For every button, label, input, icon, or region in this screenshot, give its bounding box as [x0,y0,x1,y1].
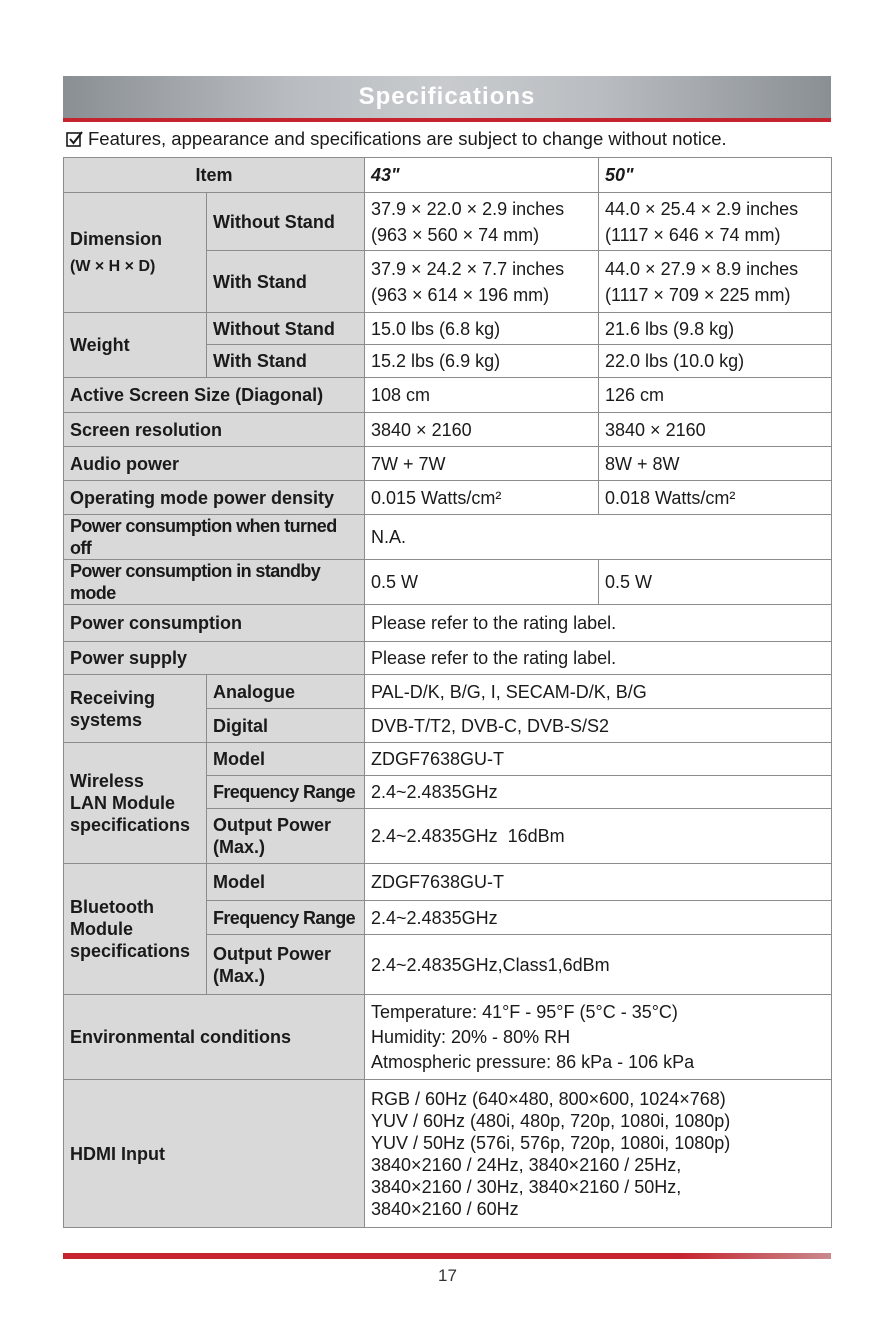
label-line: specifications [70,815,191,835]
digital-value: DVB-T/T2, DVB-C, DVB-S/S2 [365,709,832,743]
table-row [64,447,832,481]
table-row [64,560,832,605]
power-standby-label: Power consumption in standby mode [64,560,365,605]
bluetooth-model-label: Model [207,864,365,901]
dim-without-stand-label: Without Stand [207,193,365,251]
power-supply-label: Power supply [64,642,365,675]
environment-value [365,995,832,1080]
wireless-output-label [207,809,365,864]
notice-text: Features, appearance and specifications are subject to change without notice. [88,128,727,149]
table-row [64,605,832,642]
value-line: Atmospheric pressure: 86 kPa - 106 kPa [371,1052,695,1072]
hdmi-value [365,1080,832,1228]
power-density-label: Operating mode power density [64,481,365,515]
table-row [64,158,832,193]
weight-with-stand-43: 15.2 lbs (6.9 kg) [365,345,599,378]
value-line: Humidity: 20% - 80% RH [371,1027,571,1047]
label-line: Bluetooth [70,897,154,917]
value-line: 37.9 × 22.0 × 2.9 inches [371,198,565,219]
page-number: 17 [438,1266,457,1285]
power-standby-43: 0.5 W [365,560,599,605]
active-screen-50: 126 cm [599,378,832,413]
wireless-model-value: ZDGF7638GU-T [365,743,832,776]
power-supply-value: Please refer to the rating label. [365,642,832,675]
table-row [64,995,832,1080]
value-line: 3840×2160 / 24Hz, 3840×2160 / 25Hz, [371,1154,682,1175]
value-line: Temperature: 41°F - 95°F (5°C - 35°C) [371,1002,678,1022]
label-line: Output Power [213,815,331,835]
label-line: Wireless [70,771,144,791]
wireless-label [64,743,207,864]
page-title: Specifications [358,83,536,110]
label-line: (Max.) [213,837,266,857]
weight-without-stand-43: 15.0 lbs (6.8 kg) [365,313,599,345]
table-row [64,864,832,901]
title-banner [63,76,831,122]
table-row [64,481,832,515]
value-line: YUV / 50Hz (576i, 576p, 720p, 1080i, 1080p) [371,1132,731,1153]
table-row [64,515,832,560]
footer-bar [63,1253,831,1259]
receiving-label [64,675,207,743]
checkbox-icon [66,130,84,148]
active-screen-43: 108 cm [365,378,599,413]
power-standby-50: 0.5 W [599,560,832,605]
analogue-value: PAL-D/K, B/G, I, SECAM-D/K, B/G [365,675,832,709]
table-row [64,642,832,675]
audio-43: 7W + 7W [365,447,599,481]
header-item: Item [64,158,365,193]
label-line: Module [70,919,133,939]
table-row [64,193,832,251]
weight-without-stand-label: Without Stand [207,313,365,345]
resolution-50: 3840 × 2160 [599,413,832,447]
label-line: systems [70,709,143,730]
power-off-label: Power consumption when turned off [64,515,365,560]
value-line: 37.9 × 24.2 × 7.7 inches [371,258,565,279]
weight-with-stand-label: With Stand [207,345,365,378]
hdmi-label: HDMI Input [64,1080,365,1228]
power-density-50: 0.018 Watts/cm² [599,481,832,515]
environment-label: Environmental conditions [64,995,365,1080]
label-line: Receiving [70,687,156,708]
value-line: YUV / 60Hz (480i, 480p, 720p, 1080i, 1080p) [371,1110,731,1131]
value-line: (1117 × 709 × 225 mm) [605,284,791,305]
table-row [64,1080,832,1228]
weight-label: Weight [64,313,207,378]
value-line: 44.0 × 25.4 × 2.9 inches [605,198,799,219]
wireless-output-value: 2.4~2.4835GHz 16dBm [365,809,832,864]
header-43: 43" [365,158,599,193]
dim-with-stand-label: With Stand [207,251,365,313]
audio-50: 8W + 8W [599,447,832,481]
weight-without-stand-50: 21.6 lbs (9.8 kg) [599,313,832,345]
digital-label: Digital [207,709,365,743]
dim-with-stand-43 [365,251,599,313]
table-row [64,378,832,413]
table-row [64,675,832,709]
value-line: 3840×2160 / 60Hz [371,1198,519,1219]
power-consumption-value: Please refer to the rating label. [365,605,832,642]
value-line: RGB / 60Hz (640×480, 800×600, 1024×768) [371,1088,726,1109]
bluetooth-output-value: 2.4~2.4835GHz,Class1,6dBm [365,935,832,995]
label-line: specifications [70,941,191,961]
table-row [64,413,832,447]
power-consumption-label: Power consumption [64,605,365,642]
active-screen-label: Active Screen Size (Diagonal) [64,378,365,413]
wireless-frequency-value: 2.4~2.4835GHz [365,776,832,809]
analogue-label: Analogue [207,675,365,709]
notice [66,128,836,150]
dim-without-stand-50 [599,193,832,251]
dim-with-stand-50 [599,251,832,313]
power-off-value: N.A. [365,515,832,560]
resolution-label: Screen resolution [64,413,365,447]
table-row [64,743,832,776]
value-line: 44.0 × 27.9 × 8.9 inches [605,258,799,279]
value-line: (963 × 560 × 74 mm) [371,224,540,245]
bluetooth-model-value: ZDGF7638GU-T [365,864,832,901]
power-density-43: 0.015 Watts/cm² [365,481,599,515]
weight-with-stand-50: 22.0 lbs (10.0 kg) [599,345,832,378]
dimension-sublabel: (W × H × D) [70,257,156,275]
value-line: (963 × 614 × 196 mm) [371,284,550,305]
spec-table [63,157,832,1228]
label-line: (Max.) [213,965,266,986]
header-50: 50" [599,158,832,193]
resolution-43: 3840 × 2160 [365,413,599,447]
table-row [64,313,832,345]
wireless-frequency-label: Frequency Range [207,776,365,809]
label-line: Output Power [213,943,331,964]
audio-label: Audio power [64,447,365,481]
bluetooth-frequency-value: 2.4~2.4835GHz [365,901,832,935]
value-line: 3840×2160 / 30Hz, 3840×2160 / 50Hz, [371,1176,682,1197]
wireless-model-label: Model [207,743,365,776]
bluetooth-output-label [207,935,365,995]
dimension-label [64,193,207,313]
dimension-title: Dimension [70,228,163,249]
value-line: (1117 × 646 × 74 mm) [605,224,781,245]
bluetooth-label [64,864,207,995]
label-line: LAN Module [70,793,175,813]
bluetooth-frequency-label: Frequency Range [207,901,365,935]
dim-without-stand-43 [365,193,599,251]
